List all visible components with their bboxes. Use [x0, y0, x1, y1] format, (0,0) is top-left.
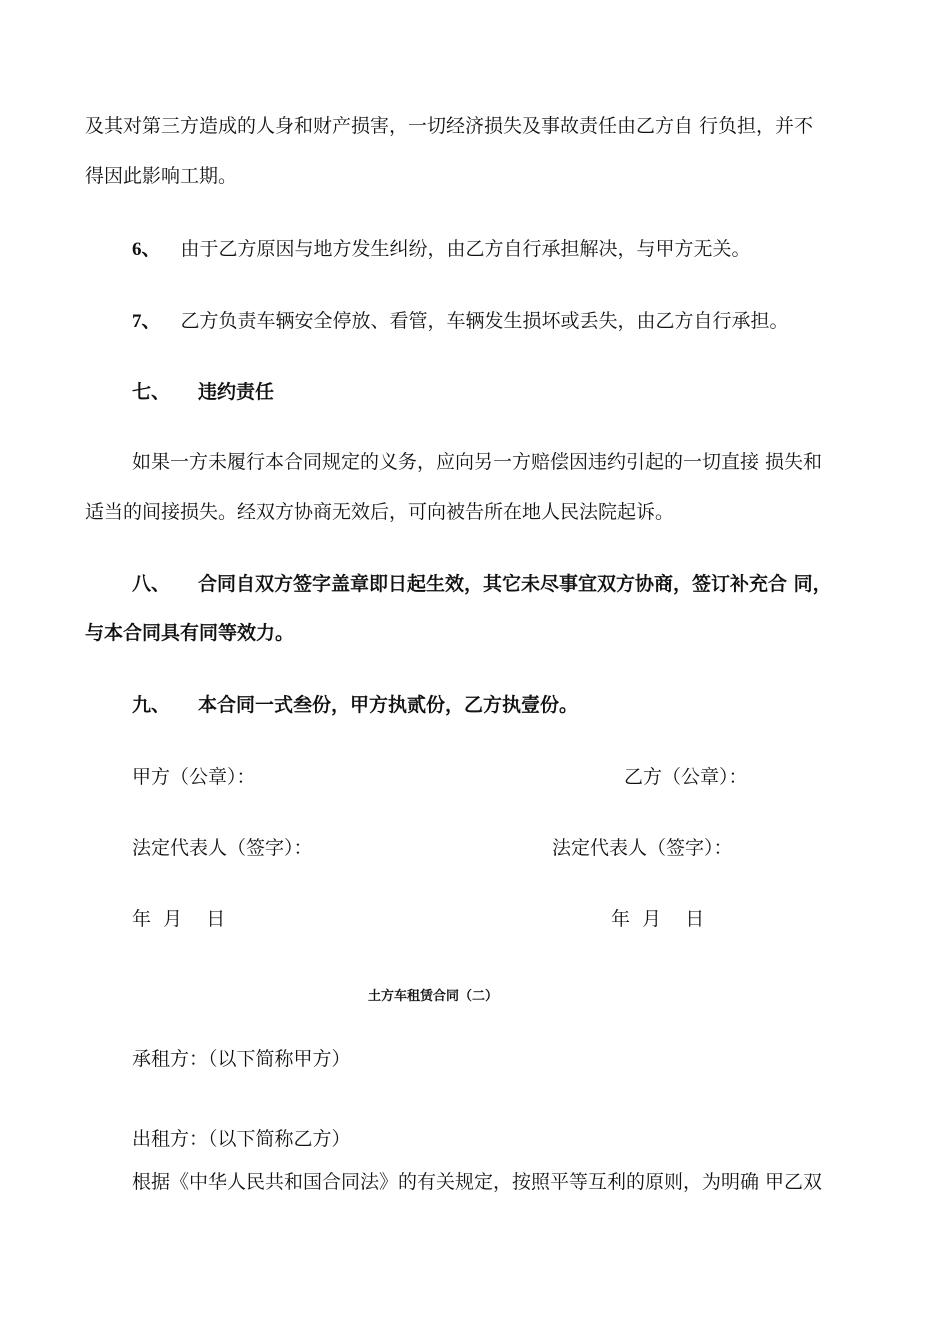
party-b-seal: 乙方（公章）：: [624, 766, 748, 788]
paragraph-line: 与本合同具有同等效力。: [85, 622, 295, 644]
section-number: 八、: [132, 573, 171, 595]
contract-title: 土方车租赁合同（二）: [368, 989, 499, 1004]
clause-separator: 、: [141, 238, 161, 260]
paragraph-line: 适当的间接损失。经双方协商无效后，可向被告所在地人民法院起诉。: [85, 501, 675, 523]
section-text: 合同自双方签字盖章即日起生效，其它未尽事宜双方协商，签订补充合 同，: [198, 573, 832, 595]
clause-6: [132, 237, 751, 262]
section-text: 本合同一式叁份，甲方执贰份，乙方执壹份。: [198, 694, 579, 716]
preamble-line: 根据《中华人民共和国合同法》的有关规定，按照平等互利的原则，为明确 甲乙双: [132, 1171, 823, 1193]
clause-text: 由于乙方原因与地方发生纠纷，由乙方自行承担解决，与甲方无关。: [180, 238, 751, 260]
party-b-date: 年 月 日: [611, 908, 705, 930]
section-heading-7: [132, 380, 274, 404]
party-a-representative: 法定代表人（签字）：: [132, 837, 313, 859]
section-number: 九、: [132, 694, 171, 716]
clause-number: 6: [132, 239, 142, 260]
section-number: 七、: [132, 381, 171, 403]
paragraph-line: 如果一方未履行本合同规定的义务，应向另一方赔偿因违约引起的一切直接 损失和: [132, 451, 823, 473]
paragraph-line: 得因此影响工期。: [85, 165, 238, 187]
lessor-line: 出租方：（以下简称乙方）: [132, 1128, 351, 1150]
section-8: [132, 572, 832, 596]
lessee-line: 承租方：（以下简称甲方）: [132, 1048, 351, 1070]
party-a-date: 年 月 日: [132, 908, 226, 930]
paragraph-line: 及其对第三方造成的人身和财产损害，一切经济损失及事故责任由乙方自 行负担，并不: [85, 115, 814, 137]
party-b-representative: 法定代表人（签字）：: [552, 837, 733, 859]
clause-7: [132, 309, 789, 334]
section-9: [132, 693, 578, 717]
clause-number: 7: [132, 311, 142, 332]
clause-text: 乙方负责车辆安全停放、看管，车辆发生损坏或丢失，由乙方自行承担。: [180, 310, 789, 332]
party-a-seal: 甲方（公章）：: [132, 766, 256, 788]
section-title: 违约责任: [198, 381, 275, 403]
clause-separator: 、: [141, 310, 161, 332]
